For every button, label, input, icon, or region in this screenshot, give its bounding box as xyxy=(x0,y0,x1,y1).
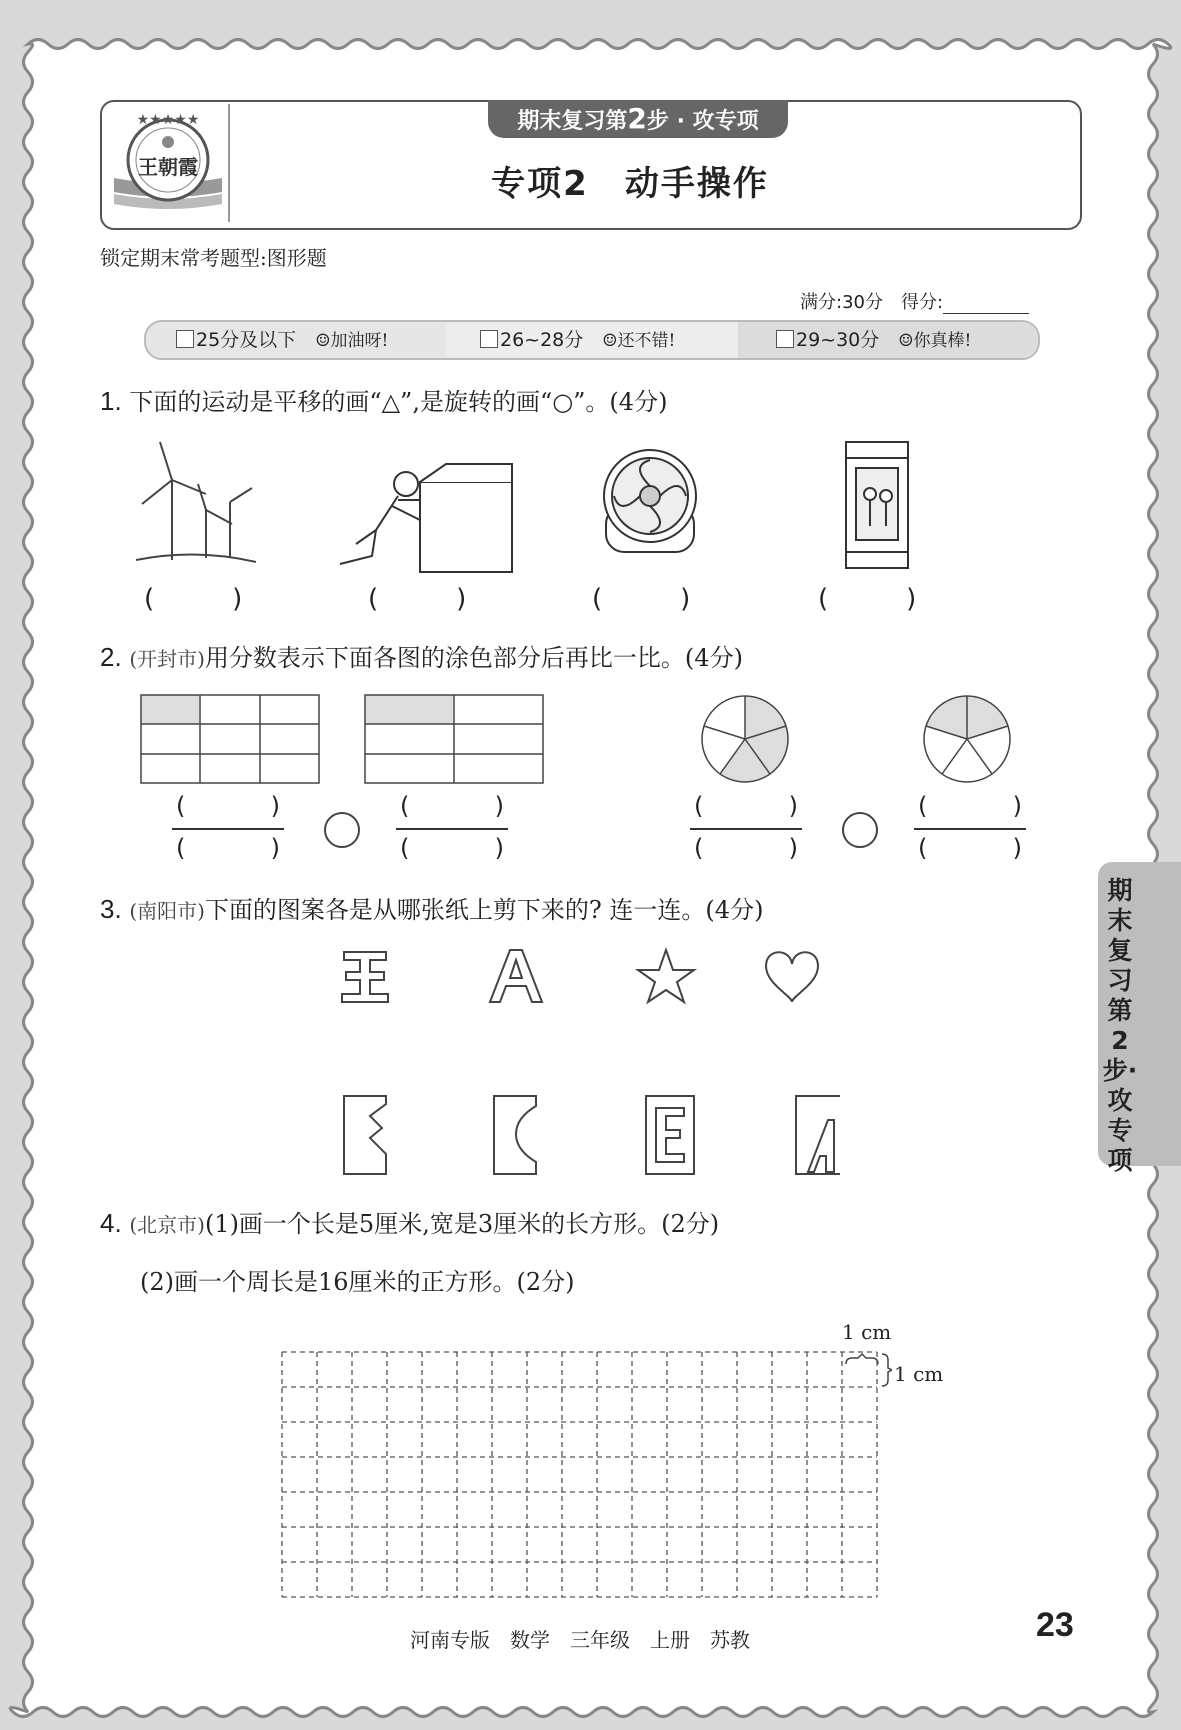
elevator-picture xyxy=(842,440,912,572)
checkbox-icon[interactable] xyxy=(176,330,194,348)
paper-star-cut-icon xyxy=(344,1096,386,1174)
shape-wang-icon xyxy=(342,952,388,1002)
rating-option-3[interactable]: 29~30分 ☺你真棒! xyxy=(776,326,971,354)
compare-circle-2[interactable] xyxy=(842,812,878,848)
footer-text: 河南专版 数学 三年级 上册 苏教 xyxy=(410,1628,750,1652)
side-tab-label: 期末复习第2步·攻专项 xyxy=(1102,876,1138,1175)
fraction-blank-3[interactable]: ( ) ( ) xyxy=(690,782,802,878)
question-4-part-2: (2)画一个周长是16厘米的正方形。(2分) xyxy=(140,1268,575,1296)
grid-figure-1 xyxy=(140,694,324,786)
paper-a-cut-icon xyxy=(796,1096,840,1174)
unit-label-horizontal: 1 cm xyxy=(842,1320,892,1344)
question-2: 2. (开封市)用分数表示下面各图的涂色部分后再比一比。(4分) xyxy=(100,642,743,672)
score-blank[interactable] xyxy=(943,297,1029,314)
answer-blank-4[interactable]: ( ) xyxy=(818,584,917,614)
header-divider xyxy=(228,104,230,222)
grid-figure-2 xyxy=(364,694,548,786)
shape-star-icon xyxy=(638,950,694,1002)
answer-blank-2[interactable]: ( ) xyxy=(368,584,467,614)
electric-fan-picture xyxy=(600,446,700,556)
brand-logo-icon xyxy=(108,108,228,220)
windmill-picture xyxy=(136,440,256,570)
logo-lettering: 王朝霞 xyxy=(138,155,198,179)
compare-circle-1[interactable] xyxy=(324,812,360,848)
paper-heart-cut-icon xyxy=(494,1096,536,1174)
pie-figure-2 xyxy=(922,694,1012,784)
question-1: 1. 下面的运动是平移的画“△”,是旋转的画“○”。(4分) xyxy=(100,386,668,416)
boy-pushing-box-picture xyxy=(336,460,516,576)
answer-blank-1[interactable]: ( ) xyxy=(144,584,243,614)
page-number: 23 xyxy=(1036,1606,1074,1644)
rating-bar xyxy=(144,320,1040,360)
step-tab: 期末复习第2步 · 攻专项 xyxy=(488,100,788,138)
fraction-blank-2[interactable]: ( ) ( ) xyxy=(396,782,508,878)
score-line: 满分:30分 得分: xyxy=(800,288,1029,314)
drawing-grid[interactable] xyxy=(280,1350,892,1604)
checkbox-icon[interactable] xyxy=(480,330,498,348)
unit-label-vertical: 1 cm xyxy=(894,1362,944,1386)
pie-figure-1 xyxy=(700,694,790,784)
svg-text:★★★★★: ★★★★★ xyxy=(136,112,200,128)
rating-option-2[interactable]: 26~28分 ☺还不错! xyxy=(480,326,675,354)
rating-option-1[interactable]: 25分及以下 ☺加油呀! xyxy=(176,326,388,354)
page-title: 专项2 动手操作 xyxy=(491,164,769,204)
checkbox-icon[interactable] xyxy=(776,330,794,348)
subtitle: 锁定期末常考题型:图形题 xyxy=(100,246,327,270)
shape-heart-icon xyxy=(766,952,818,1002)
question-3: 3. (南阳市)下面的图案各是从哪张纸上剪下来的? 连一连。(4分) xyxy=(100,894,764,924)
answer-blank-3[interactable]: ( ) xyxy=(592,584,691,614)
shape-letter-a-icon xyxy=(490,950,542,1002)
fraction-blank-1[interactable]: ( ) ( ) xyxy=(172,782,284,878)
paper-pieces-row xyxy=(340,1094,840,1178)
question-4: 4. (北京市)(1)画一个长是5厘米,宽是3厘米的长方形。(2分) xyxy=(100,1208,720,1238)
cut-shapes-row xyxy=(340,946,820,1008)
fraction-blank-4[interactable]: ( ) ( ) xyxy=(914,782,1026,878)
paper-e-cut-icon xyxy=(646,1096,694,1174)
